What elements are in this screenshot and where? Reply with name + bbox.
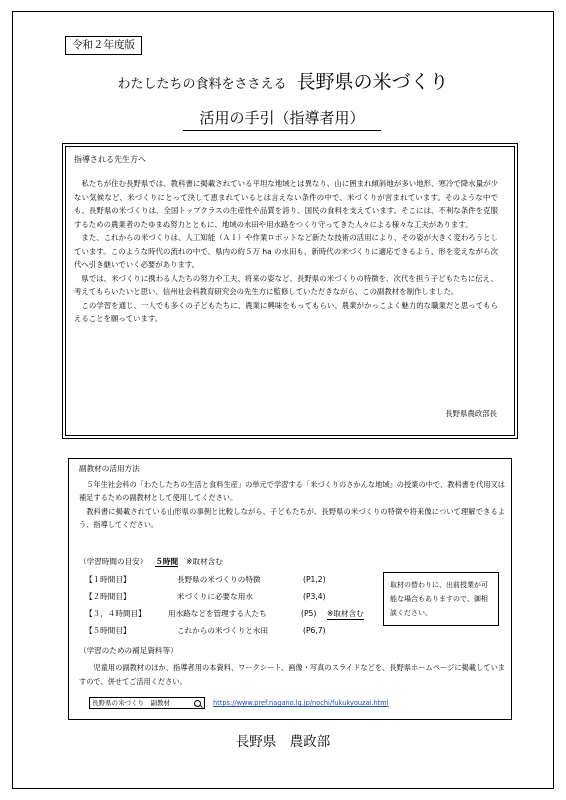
schedule-period: 【１時間目】 [85,575,131,584]
schedule-pages: (P6,7) [303,626,326,635]
schedule-row [85,591,326,602]
message-paragraph: また、これからの米づくりは、人工知能（ＡＩ）や作業ロボットなど新たな技術の活用により、その姿が大きく変わろうとしています。このような時代の流れの中で、県内の約５万 ha の水田も、新時代の米づくりに適応できるよう、形を変えながら次代へ引き継いでいく必要があります。 [74,233,498,270]
materials-url-link[interactable]: https://www.pref.nagano.lg.jp/nochi/fukukyouzai.html [213,699,389,707]
schedule-note: ※取材含む [327,609,364,618]
usage-box [68,458,512,720]
schedule-topic: 用水路などを管理する人たち [168,609,267,618]
supplement-paragraph: 児童用の副教材のほか、指導者用の本資料、ワークシート、画像・写真のスライドなどを、長野県ホームページに掲載していますので、併せてご活用ください。 [79,663,505,686]
schedule-hours: ５時間 [155,557,179,566]
supplement-body [79,661,505,689]
search-box [89,697,205,709]
edition-label: 令和２年度版 [65,36,142,55]
message-box [62,143,518,439]
supplement-heading: （学習のための補足資料等） [79,646,178,655]
title-main: 長野県の米づくり [296,71,449,93]
schedule-pages: (P3,4) [303,592,326,601]
document-title [0,67,566,94]
usage-heading: 副教材の活用方法 [79,464,140,473]
message-signature: 長野県農政部長 [445,409,497,418]
schedule-row [85,625,326,636]
schedule-topic: 米づくりに必要な用水 [177,592,253,601]
schedule-period: 【２時間目】 [85,592,131,601]
schedule-topic: 長野県の米づくりの特徴 [177,575,261,584]
message-paragraph: この学習を通じ、一人でも多くの子どもたちに、農業に興味をもってもらい、農業がかっこよく魅力的な職業だと思ってもらえることを願っています。 [74,300,498,324]
schedule-period: 【３，４時間目】 [85,609,146,618]
message-paragraph: 県では、米づくりに携わる人たちの努力や工夫、将来の姿など、長野県の米づくりの特徴を、次代を担う子どもたちに伝え、考えてもらいたいと思い、信州社会科教育研究会の先生方に監修していただきながら、この副教材を制作しました。 [74,273,498,297]
guide-title: 活用の手引（指導者用） [183,108,381,131]
message-heading: 指導される先生方へ [74,155,146,164]
publisher-footer: 長野県 農政部 [235,734,331,750]
usage-intro [79,478,505,531]
schedule-row [85,608,364,619]
schedule-pages: (P5) [301,609,317,618]
schedule-period: 【５時間目】 [85,626,131,635]
schedule-calc: ※取材含む [186,557,223,566]
title-lead: わたしたちの食料をささえる [117,77,287,92]
message-paragraph: 私たちが住む長野県では、教科書に掲載されている平坦な地域とは異なり、山に囲まれ傾斜地が多い地形、寒冷で降水量が少ない気候など、米づくりにとって決して恵まれているとは言えない条件の中で、米づくりが営まれています。そのような中でも、長野県の米づくりは、全国トップクラスの生産性や品質を誇り、国民の食料を支えています。そこには、不利な条件を克服するための農業者のたゆまぬ努力とともに、地域の水田や用水路をつくり守ってきた人々による様々な工夫があります。 [74,179,498,229]
message-body [74,177,498,326]
schedule-row [85,574,326,585]
schedule-label: （学習時間の目安） [79,557,148,566]
outreach-note: 取材の替わりに、出前授業が可能な場合もありますので、御相談ください。 [383,572,499,626]
schedule-pages: (P1,2) [303,575,326,584]
search-icon [194,700,201,707]
usage-paragraph: ５年生社会科の「わたしたちの生活と食料生産」の単元で学習する「米づくりのさかんな地域」の授業の中で、教科書を代用又は補足するための副教材として使用してください。 [79,480,505,503]
schedule-heading [79,556,223,567]
usage-paragraph: 教科書に掲載されている山形県の事例と比較しながら、子どもたちが、長野県の米づくりの特徴や将来像について理解できるよう、指導してください。 [79,506,505,529]
schedule-topic: これからの米づくりと水田 [177,626,269,635]
search-text: 長野県の米づくり 副教材 [92,699,170,707]
